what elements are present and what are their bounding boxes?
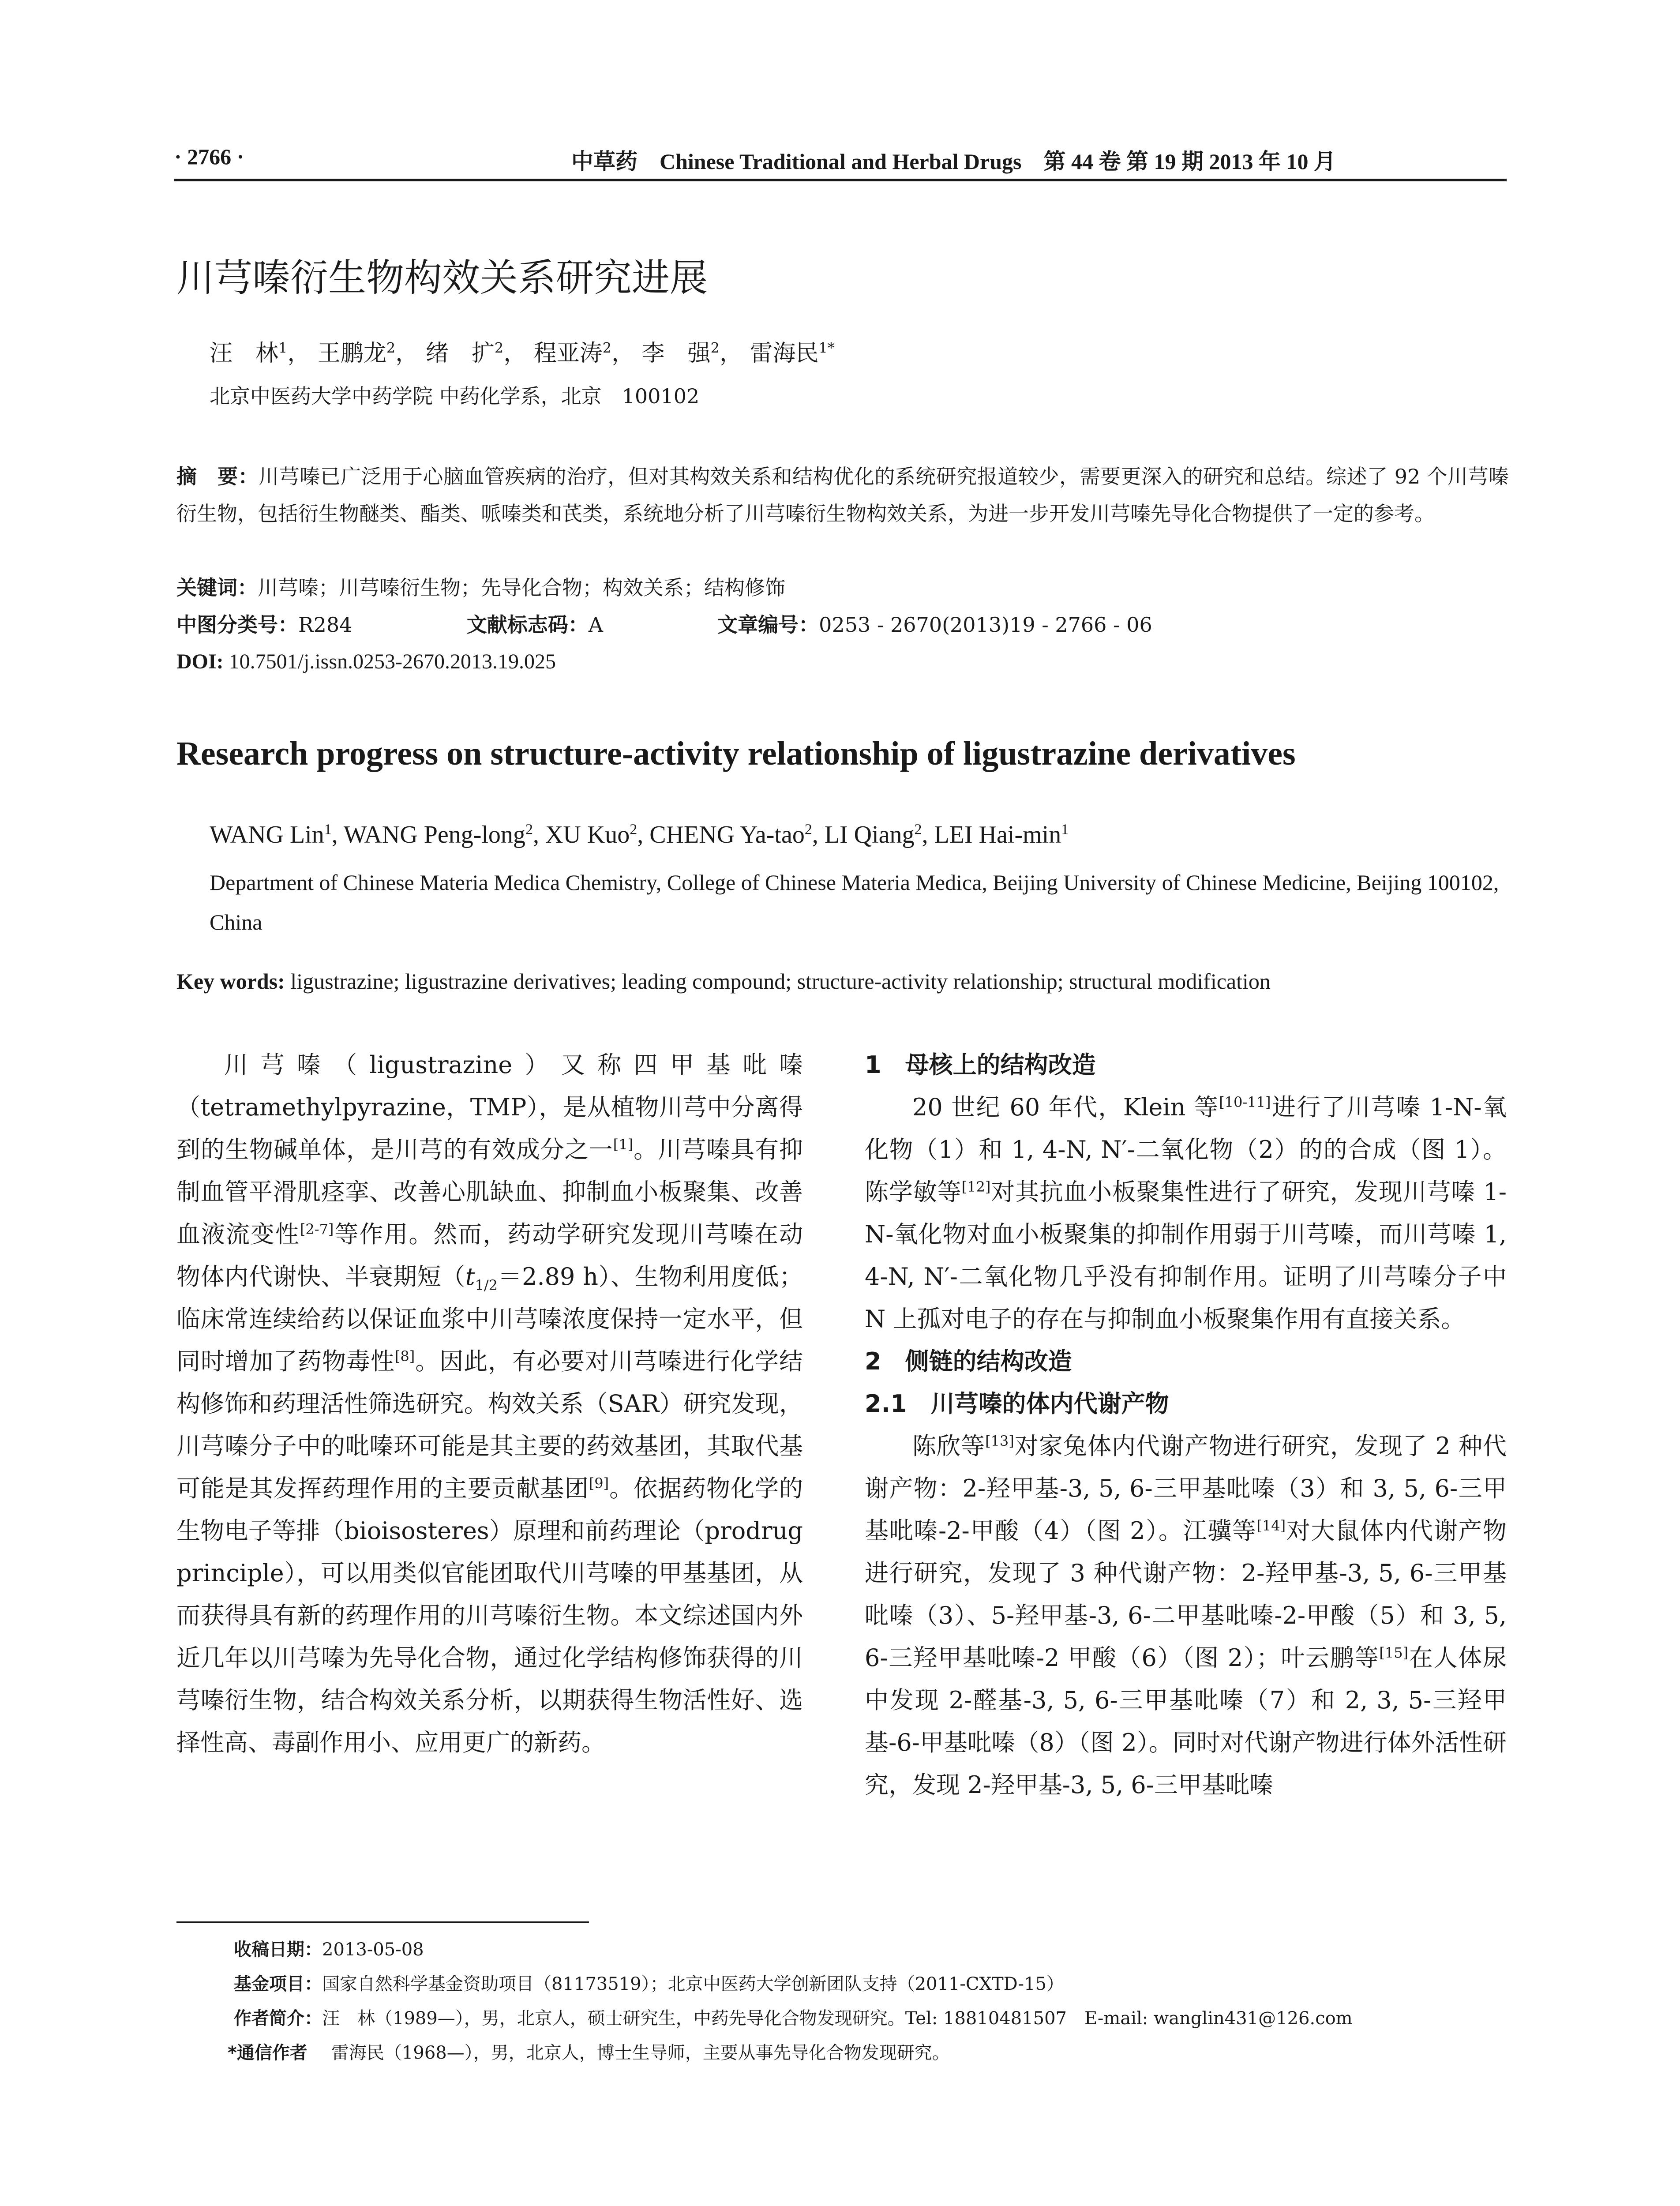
citation[interactable]: [8] — [394, 1348, 415, 1365]
body-text: 对大鼠体内代谢产物进行研究，发现了 3 种代谢产物：2-羟甲基-3, 5, 6-三甲基吡嗪（3）、5-羟甲基-3, 6-二甲基吡嗪-2-甲酸（5）和 3, 5, 6-三羟甲基吡嗪-2 甲酸（6）（图 2）；叶云鹏等 — [865, 1517, 1507, 1672]
body-text: 进行了川芎嗪 1-N-氧化物（1）和 1, 4-N, N′-二氧化物（2）的的合成（图 1）。陈学敏等 — [865, 1093, 1507, 1206]
citation[interactable]: [13] — [985, 1433, 1014, 1449]
keywords-en-label: Key words: — [176, 969, 285, 994]
body-column-right — [865, 1044, 1507, 1806]
doc-code-value: A — [588, 613, 603, 637]
affiliation-cn: 北京中医药大学中药学院 中药化学系，北京 100102 — [210, 384, 700, 408]
author-name: 雷海民 — [750, 340, 819, 367]
section-heading-2: 2 侧链的结构改造 — [865, 1347, 1072, 1375]
article-title-en: Research progress on structure-activity relationship of ligustrazine derivatives — [176, 735, 1296, 772]
half-life-subscript: 1/2 — [475, 1276, 498, 1294]
article-number-value: 0253 - 2670(2013)19 - 2766 - 06 — [819, 613, 1152, 637]
author-affil-mark: 2 — [630, 821, 638, 838]
abstract-text: 川芎嗪已广泛用于心脑血管疾病的治疗，但对其构效关系和结构优化的系统研究报道较少，需要更深入的研究和总结。综述了 92 个川芎嗪衍生物，包括衍生物醚类、酯类、哌嗪类和芪类，系统地分析了川芎嗪衍生物构效关系，为进一步开发川芎嗪先导化合物提供了一定的参考。 — [176, 465, 1509, 525]
body-text: 。因此，有必要对川芎嗪进行化学结构修饰和药理活性筛选研究。构效关系（SAR）研究发现，川芎嗪分子中的吡嗪环可能是其主要的药效基团，其取代基可能是其发挥药理作用的主要贡献基团 — [176, 1347, 803, 1502]
author-name-en: LEI Hai-min — [934, 821, 1061, 848]
author-name: 李 强 — [641, 340, 711, 367]
body-text: 川芎嗪（ligustrazine）又称四甲基吡嗪（tetramethylpyrazine，TMP），是从植物川芎中分离得到的生物碱单体，是川芎的有效成分之一 — [176, 1051, 803, 1163]
affiliation-en: Department of Chinese Materia Medica Chemistry, College of Chinese Materia Medica, Beijing University of Chinese Medicine, Beijing 100102, China — [210, 870, 1499, 934]
citation[interactable]: [9] — [589, 1475, 609, 1492]
keywords-text: 川芎嗪；川芎嗪衍生物；先导化合物；构效关系；结构修饰 — [258, 576, 785, 600]
author-name: 绪 扩 — [425, 340, 495, 367]
doi-value: 10.7501/j.issn.0253-2670.2013.19.025 — [223, 650, 556, 673]
author-affil-mark: 2 — [710, 339, 720, 356]
author-name: 王鹏龙 — [317, 340, 386, 367]
footnote-corresponding — [228, 2036, 1509, 2070]
footnote-text: 汪 林（1989—），男，北京人，硕士研究生，中药先导化合物发现研究。Tel: 18810481507 E-mail: wanglin431@126.com — [322, 2008, 1353, 2029]
author-affil-mark: 2 — [804, 821, 812, 838]
body-text: 。依据药物化学的生物电子等排（bioisosteres）原理和前药理论（prodrug principle），可以用类似官能团取代川芎嗪的甲基基团，从而获得具有新的药理作用的川芎嗪衍生物。本文综述国内外近几年以川芎嗪为先导化合物，通过化学结构修饰获得的川芎嗪衍生物，结合构效关系分析，以期获得生物活性好、选择性高、毒副作用小、应用更广的新药。 — [176, 1474, 803, 1756]
footnotes — [228, 1932, 1509, 2070]
keywords-en — [176, 968, 1271, 994]
journal-line: 中草药 Chinese Traditional and Herbal Drugs 第 44 卷 第 19 期 2013 年 10 月 — [571, 149, 1336, 174]
body-paragraph — [176, 1044, 803, 1764]
author-affil-mark: 2 — [602, 339, 612, 356]
classification-line — [176, 606, 1152, 643]
subsection-heading-2-1: 2.1 川芎嗪的体内代谢产物 — [865, 1390, 1169, 1418]
doc-code-label: 文献标志码： — [466, 613, 589, 637]
keywords-cn — [176, 569, 785, 606]
article-title-cn: 川芎嗪衍生物构效关系研究进展 — [176, 256, 708, 300]
body-text: 陈欣等 — [912, 1432, 986, 1460]
author-affil-mark: 1* — [818, 339, 835, 356]
doi-label: DOI: — [176, 650, 224, 673]
citation[interactable]: [10-11] — [1219, 1094, 1271, 1111]
section-heading-1: 1 母核上的结构改造 — [865, 1051, 1096, 1079]
author-name-en: WANG Lin — [210, 821, 324, 848]
running-header — [174, 140, 1507, 180]
body-text: 。川芎嗪具有抑制血管平滑肌痉挛、改善心肌缺血、抑制血小板聚集、改善血液流变性 — [176, 1136, 803, 1248]
footnote-label: *通信作者 — [228, 2043, 325, 2063]
page-number: · 2766 · — [174, 144, 244, 169]
keywords-label: 关键词： — [176, 576, 258, 600]
doi-line — [176, 643, 556, 680]
author-name-en: WANG Peng-long — [343, 821, 525, 848]
citation[interactable]: [15] — [1379, 1644, 1409, 1661]
author-name: 程亚涛 — [533, 340, 603, 367]
keywords-en-text: ligustrazine; ligustrazine derivatives; leading compound; structure-activity relationship; structural modification — [285, 969, 1271, 994]
author-affil-mark: 1 — [324, 821, 332, 838]
abstract-label: 摘 要： — [176, 465, 259, 488]
footnote-received — [234, 1932, 1509, 1967]
author-list-cn: 汪 林$^1$， 王鹏龙$^2$， 绪 扩$^2$， 程亚涛$^2$， 李 强$^2$， 雷海民$^{1*}$ — [210, 339, 835, 367]
author-affil-mark: 2 — [525, 821, 533, 838]
author-name: 汪 林 — [210, 340, 279, 367]
half-life-symbol: t — [465, 1263, 475, 1291]
citation[interactable]: [1] — [613, 1136, 634, 1153]
clc-label: 中图分类号： — [176, 613, 298, 637]
author-affil-mark: 2 — [386, 339, 396, 356]
clc-value: R284 — [298, 613, 352, 637]
footnote-label: 收稿日期： — [234, 1940, 322, 1960]
body-text: 对其抗血小板聚集性进行了研究，发现川芎嗪 1-N-氧化物对血小板聚集的抑制作用弱于川芎嗪，而川芎嗪 1, 4-N, N′-二氧化物几乎没有抑制作用。证明了川芎嗪分子中 N 上孤对电子的存在与抑制血小板聚集作用有直接关系。 — [865, 1178, 1507, 1333]
citation[interactable]: [2-7] — [300, 1221, 334, 1238]
author-affil-mark: 2 — [494, 339, 504, 356]
author-affil-mark: 1 — [1061, 821, 1069, 838]
author-name-en: LI Qiang — [824, 821, 915, 848]
footnote-text: 2013-05-08 — [322, 1940, 424, 1960]
author-name-en: XU Kuo — [545, 821, 630, 848]
body-column-left — [176, 1044, 803, 1764]
author-list-en: WANG Lin$^1$, WANG Peng-long$^2$, XU Kuo$^2$, CHENG Ya-tao$^2$, LI Qiang$^2$, LEI Hai-$\min^1$ — [210, 821, 1069, 848]
body-text: 对家兔体内代谢产物进行研究，发现了 2 种代谢产物：2-羟甲基-3, 5, 6-三甲基吡嗪（3）和 3, 5, 6-三甲基吡嗪-2-甲酸（4）（图 2）。江骥等 — [865, 1432, 1507, 1545]
footnote-label: 作者简介： — [234, 2008, 322, 2029]
body-text: ＝2.89 h）、生物利用度低；临床常连续给药以保证血浆中川芎嗪浓度保持一定水平，但同时增加了药物毒性 — [176, 1263, 803, 1375]
author-affil-mark: 2 — [914, 821, 922, 838]
header-rule — [174, 179, 1507, 181]
body-paragraph — [865, 1425, 1507, 1806]
footnote-author — [234, 2001, 1509, 2036]
body-text: 等作用。然而，药动学研究发现川芎嗪在动物体内代谢快、半衰期短（ — [176, 1220, 803, 1291]
author-name-en: CHENG Ya-tao — [649, 821, 805, 848]
article-number-label: 文章编号： — [717, 613, 819, 637]
footnote-text: 国家自然科学基金资助项目（81173519）；北京中医药大学创新团队支持（2011-CXTD-15） — [322, 1974, 1064, 1994]
citation[interactable]: [12] — [961, 1178, 991, 1195]
footnote-rule — [176, 1921, 589, 1923]
citation[interactable]: [14] — [1256, 1517, 1286, 1534]
footnote-text: 雷海民（1968—），男，北京人，博士生导师，主要从事先导化合物发现研究。 — [331, 2043, 950, 2063]
body-text: 在人体尿中发现 2-醛基-3, 5, 6-三甲基吡嗪（7）和 2, 3, 5-三羟甲基-6-甲基吡嗪（8）（图 2）。同时对代谢产物进行体外活性研究，发现 2-羟甲基-3, 5, 6-三甲基吡嗪 — [865, 1644, 1507, 1799]
body-text: 20 世纪 60 年代，Klein 等 — [912, 1093, 1219, 1121]
abstract-cn — [176, 458, 1509, 532]
author-affil-mark: 1 — [278, 339, 288, 356]
body-paragraph — [865, 1086, 1507, 1340]
footnote-label: 基金项目： — [234, 1974, 322, 1994]
footnote-fund — [234, 1967, 1509, 2001]
